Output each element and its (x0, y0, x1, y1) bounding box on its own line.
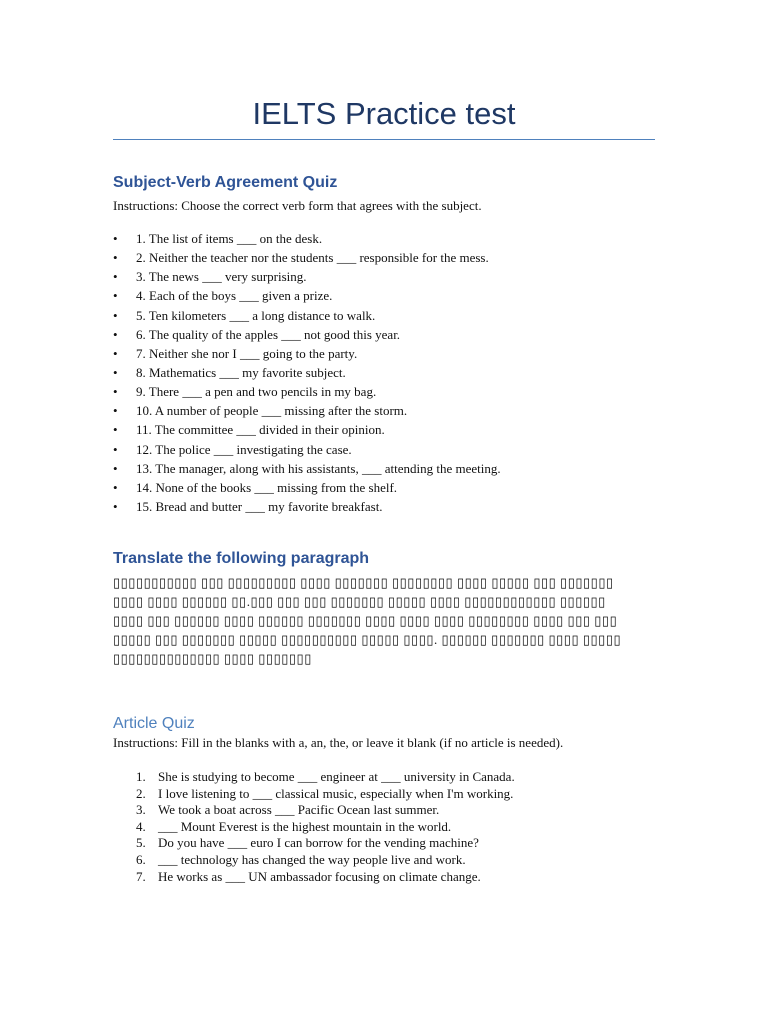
question-text: ___ Mount Everest is the highest mountain in the world. (158, 818, 452, 834)
question-text: 14. None of the books ___ missing from the shelf. (136, 479, 398, 495)
item-number: 7. (136, 868, 146, 884)
question-text: I love listening to ___ classical music, especially when I'm working. (158, 785, 514, 801)
list-item (113, 420, 501, 439)
list-item (113, 382, 501, 401)
section-heading-translate: Translate the following paragraph (113, 550, 370, 567)
list-item (113, 478, 501, 497)
question-text: 13. The manager, along with his assistants, ___ attending the meeting. (136, 460, 501, 476)
list-item (113, 459, 501, 478)
title-underline (113, 139, 655, 140)
bullet-icon: • (113, 498, 118, 514)
list-item (113, 325, 501, 344)
question-text: Do you have ___ euro I can borrow for the vending machine? (158, 835, 479, 851)
question-text: 11. The committee ___ divided in their opinion. (136, 422, 385, 438)
bullet-icon: • (113, 364, 118, 380)
item-number: 4. (136, 818, 146, 834)
bullet-icon: • (113, 403, 118, 419)
question-text: 10. A number of people ___ missing after the storm. (136, 403, 408, 419)
list-item (113, 229, 501, 248)
list-item (113, 248, 501, 267)
question-text: 3. The news ___ very surprising. (136, 269, 307, 285)
list-item (113, 497, 501, 516)
list-item (113, 344, 501, 363)
section-heading-article-quiz: Article Quiz (113, 715, 195, 732)
translation-paragraph: ▯▯▯▯▯▯▯▯▯▯▯ ▯▯▯ ▯▯▯▯▯▯▯▯▯ ▯▯▯▯ ▯▯▯▯▯▯▯ ▯▯▯▯▯▯▯▯ ▯▯▯▯ ▯▯▯▯▯ ▯▯▯ ▯▯▯▯▯▯▯ ▯▯▯▯ ▯▯▯▯ ▯▯▯▯▯▯ ▯▯.▯▯▯ ▯▯▯ ▯▯▯ ▯▯▯▯▯▯▯ ▯▯▯▯▯ ▯▯▯▯ ▯▯▯▯▯▯▯▯▯▯▯▯ ▯▯▯▯▯▯ ▯▯▯▯ ▯▯▯ ▯▯▯▯▯▯ ▯▯▯▯ ▯▯▯▯▯▯ ▯▯▯▯▯▯▯ ▯▯▯▯ ▯▯▯▯ ▯▯▯▯ ▯▯▯▯▯▯▯▯ ▯▯▯▯ ▯▯▯ ▯▯▯ ▯▯▯▯▯ ▯▯▯ ▯▯▯▯▯▯▯ ▯▯▯▯▯ ▯▯▯▯▯▯▯▯▯▯ ▯▯▯▯▯ ▯▯▯▯. ▯▯▯▯▯▯ ▯▯▯▯▯▯▯ ▯▯▯▯ ▯▯▯▯▯ ▯▯▯▯▯▯▯▯▯▯▯▯▯▯ ▯▯▯▯ ▯▯▯▯▯▯▯ (113, 575, 622, 666)
list-item (113, 819, 515, 836)
list-item (113, 869, 515, 886)
list-item (113, 852, 515, 869)
bullet-icon: • (113, 460, 118, 476)
section-instructions-article-quiz: Instructions: Fill in the blanks with a, an, the, or leave it blank (if no article is needed). (113, 735, 564, 750)
bullet-icon: • (113, 384, 118, 400)
section-heading-subject-verb: Subject-Verb Agreement Quiz (113, 174, 338, 191)
bullet-icon: • (113, 326, 118, 342)
question-text: 1. The list of items ___ on the desk. (136, 231, 323, 246)
bullet-icon: • (113, 345, 118, 361)
item-number: 1. (136, 769, 146, 784)
list-item (113, 769, 515, 786)
question-text: 4. Each of the boys ___ given a prize. (136, 288, 333, 304)
bullet-icon: • (113, 422, 118, 438)
bullet-icon: • (113, 441, 118, 457)
bullet-icon: • (113, 288, 118, 304)
question-text: 6. The quality of the apples ___ not good this year. (136, 326, 401, 342)
list-item (113, 267, 501, 286)
question-text: 12. The police ___ investigating the case. (136, 441, 352, 457)
bullet-icon: • (113, 479, 118, 495)
question-text: ___ technology has changed the way people live and work. (158, 851, 466, 867)
section-instructions-subject-verb: Instructions: Choose the correct verb form that agrees with the subject. (113, 198, 482, 213)
bullet-icon: • (113, 250, 118, 266)
list-item (113, 786, 515, 803)
list-item (113, 401, 501, 420)
list-item (113, 835, 515, 852)
question-text: 7. Neither she nor I ___ going to the party. (136, 345, 358, 361)
list-item (113, 363, 501, 382)
item-number: 6. (136, 851, 146, 867)
item-number: 5. (136, 835, 146, 851)
article-question-list (113, 769, 515, 885)
question-text: He works as ___ UN ambassador focusing on climate change. (158, 868, 481, 884)
question-text: We took a boat across ___ Pacific Ocean last summer. (158, 802, 440, 818)
question-text: 9. There ___ a pen and two pencils in my bag. (136, 384, 377, 400)
list-item (113, 286, 501, 305)
subject-verb-question-list (113, 229, 501, 516)
list-item (113, 440, 501, 459)
bullet-icon: • (113, 231, 118, 246)
list-item (113, 306, 501, 325)
bullet-icon: • (113, 269, 118, 285)
bullet-icon: • (113, 307, 118, 323)
question-text: 2. Neither the teacher nor the students ___ responsible for the mess. (136, 250, 489, 266)
list-item (113, 802, 515, 819)
question-text: 8. Mathematics ___ my favorite subject. (136, 364, 346, 380)
question-text: She is studying to become ___ engineer at ___ university in Canada. (158, 769, 515, 784)
question-text: 5. Ten kilometers ___ a long distance to walk. (136, 307, 376, 323)
page-title: IELTS Practice test (252, 96, 516, 131)
item-number: 3. (136, 802, 146, 818)
item-number: 2. (136, 785, 146, 801)
question-text: 15. Bread and butter ___ my favorite breakfast. (136, 498, 383, 514)
